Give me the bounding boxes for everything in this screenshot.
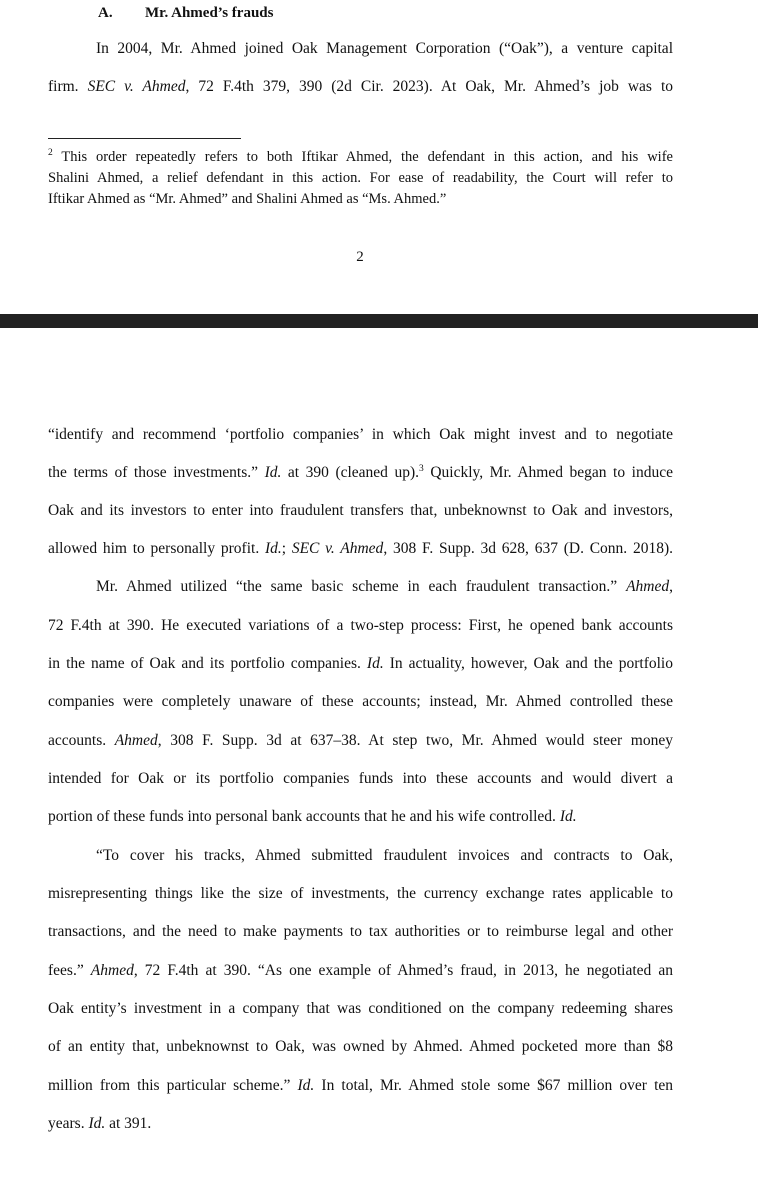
- section-letter: A.: [98, 5, 113, 21]
- paragraph-line: allowed him to personally profit. Id.; SEC v. Ahmed, 308 F. Supp. 3d 628, 637 (D. Conn. 2018).: [48, 540, 673, 557]
- paragraph-line: of an entity that, unbeknownst to Oak, was owned by Ahmed. Ahmed pocketed more than $8: [48, 1038, 673, 1055]
- paragraph-line: fees.” Ahmed, 72 F.4th at 390. “As one example of Ahmed’s fraud, in 2013, he negotiated an: [48, 962, 673, 979]
- section-heading: [98, 5, 273, 22]
- page-number: 2: [356, 249, 364, 265]
- paragraph-line: “identify and recommend ‘portfolio companies’ in which Oak might invest and to negotiate: [48, 426, 673, 443]
- page-2-bottom: [0, 0, 758, 314]
- paragraph-line: years. Id. at 391.: [48, 1115, 152, 1132]
- paragraph-line: firm. SEC v. Ahmed, 72 F.4th 379, 390 (2d Cir. 2023). At Oak, Mr. Ahmed’s job was to: [48, 78, 674, 95]
- paragraph-line: companies were completely unaware of these accounts; instead, Mr. Ahmed controlled these: [48, 693, 673, 710]
- citation: SEC v. Ahmed: [87, 78, 186, 95]
- citation: Id.: [297, 1077, 315, 1094]
- paragraph-line: intended for Oak or its portfolio companies funds into these accounts and would divert a: [48, 770, 673, 787]
- paragraph-line: in the name of Oak and its portfolio companies. Id. In actuality, however, Oak and the portfolio: [48, 655, 673, 672]
- footnote-ref: 3: [419, 463, 424, 474]
- paragraph-line: accounts. Ahmed, 308 F. Supp. 3d at 637–38. At step two, Mr. Ahmed would steer money: [48, 732, 673, 749]
- footnote-2: [48, 149, 673, 166]
- paragraph-line: 72 F.4th at 390. He executed variations of a two-step process: First, he opened bank accounts: [48, 617, 673, 634]
- footnote-line: Iftikar Ahmed as “Mr. Ahmed” and Shalini Ahmed as “Ms. Ahmed.”: [48, 191, 447, 207]
- paragraph-line: Oak entity’s investment in a company that was conditioned on the company redeeming shares: [48, 1000, 673, 1017]
- citation: SEC v. Ahmed: [291, 540, 384, 557]
- paragraph-line: In 2004, Mr. Ahmed joined Oak Management Corporation (“Oak”), a venture capital: [96, 40, 673, 57]
- citation: Id.: [366, 655, 384, 672]
- citation: Ahmed: [114, 732, 158, 749]
- citation: Id.: [88, 1115, 106, 1132]
- citation: Ahmed: [90, 962, 134, 979]
- paragraph-line: transactions, and the need to make payments to tax authorities or to reimburse legal and other: [48, 923, 673, 940]
- paragraph-line: Oak and its investors to enter into fraudulent transfers that, unbeknownst to Oak and investors,: [48, 502, 673, 519]
- paragraph-line: the terms of those investments.” Id. at 390 (cleaned up).$^3$ Quickly, Mr. Ahmed began to induce: [48, 463, 673, 481]
- footnote-divider: [48, 138, 241, 139]
- paragraph-line: misrepresenting things like the size of investments, the currency exchange rates applicable to: [48, 885, 673, 902]
- paragraph-line: portion of these funds into personal bank accounts that he and his wife controlled. Id.: [48, 808, 577, 825]
- page-separator: [0, 314, 758, 328]
- section-title: Mr. Ahmed’s frauds: [145, 5, 274, 21]
- citation: Id.: [264, 540, 282, 557]
- paragraph-line: million from this particular scheme.” Id. In total, Mr. Ahmed stole some $67 million over ten: [48, 1077, 674, 1094]
- citation: Ahmed: [626, 578, 670, 595]
- citation: Id.: [264, 464, 282, 481]
- citation: Id.: [559, 808, 577, 825]
- paragraph-line: Mr. Ahmed utilized “the same basic scheme in each fraudulent transaction.” Ahmed,: [96, 578, 673, 595]
- footnote-text: This order repeatedly refers to both Iftikar Ahmed, the defendant in this action, and his wife: [61, 149, 673, 165]
- footnote-line: Shalini Ahmed, a relief defendant in this action. For ease of readability, the Court will refer to: [48, 170, 673, 186]
- paragraph-line: “To cover his tracks, Ahmed submitted fraudulent invoices and contracts to Oak,: [96, 847, 673, 864]
- footnote-marker: 2: [48, 148, 53, 159]
